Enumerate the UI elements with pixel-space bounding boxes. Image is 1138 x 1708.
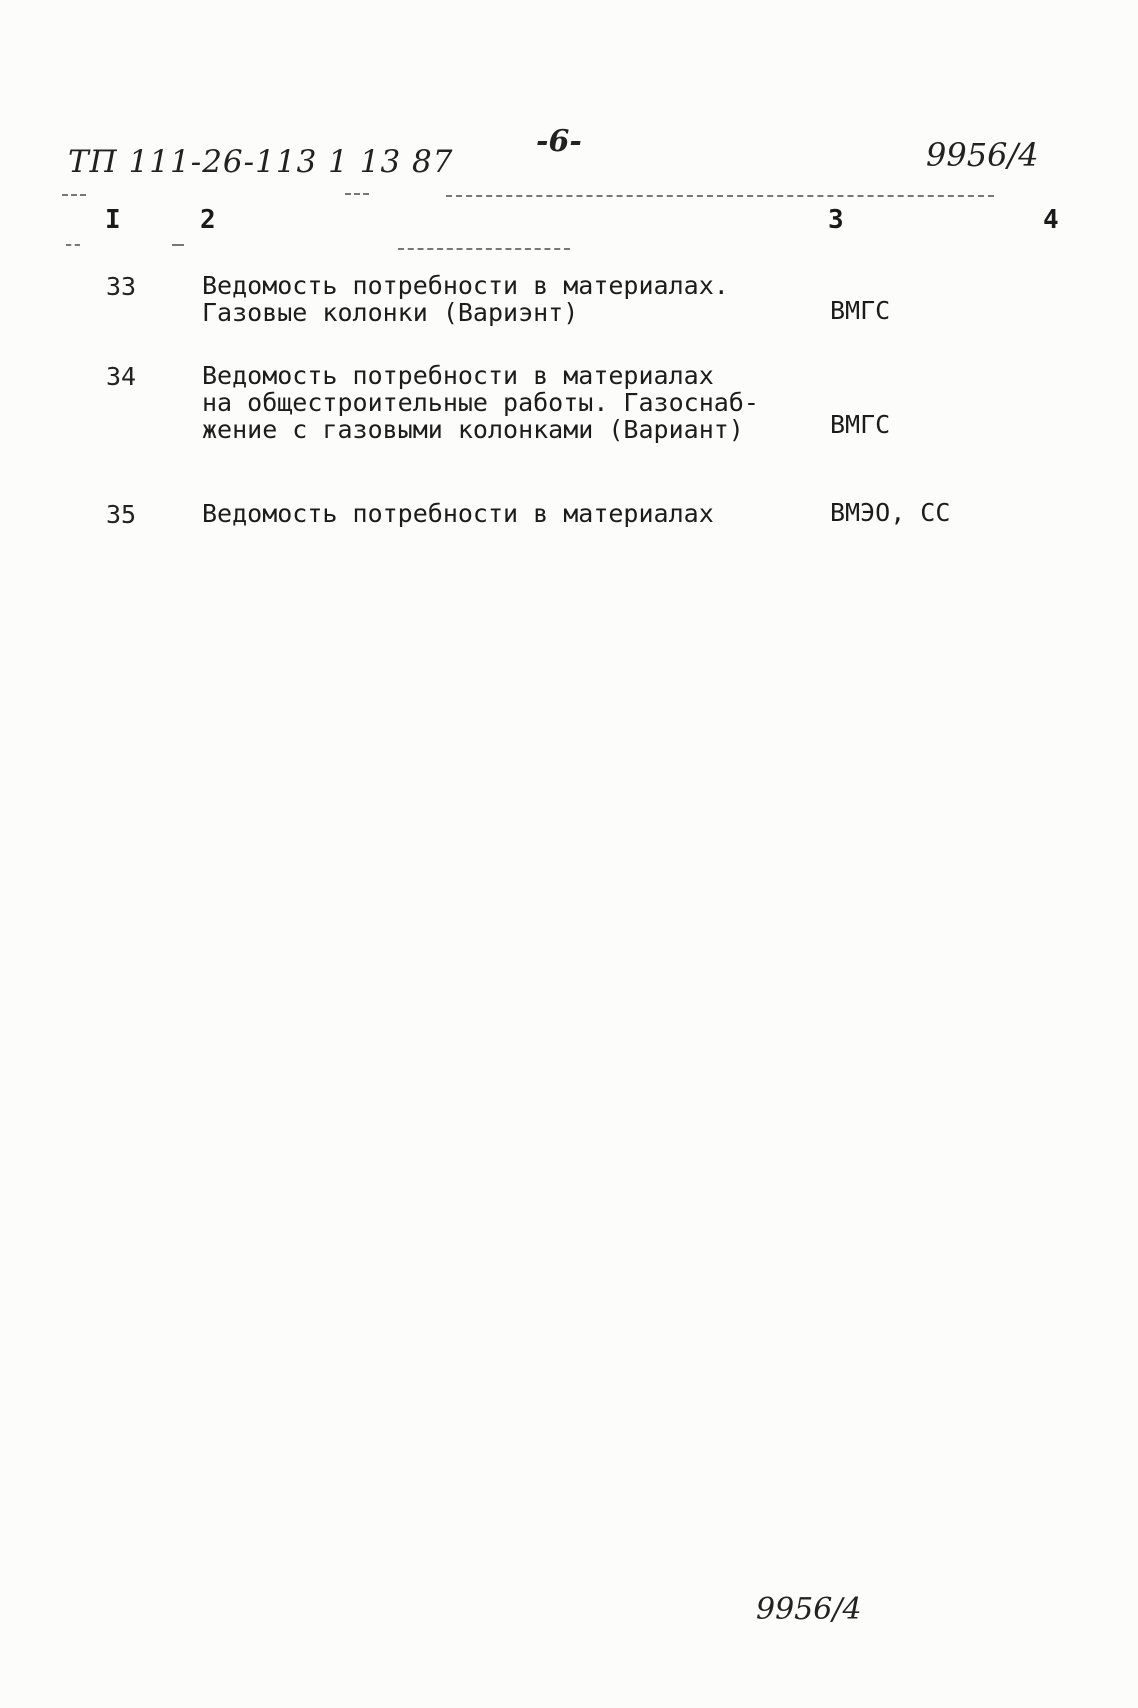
column-header-divider-left [66,244,80,246]
document-code: ТП 111-26-113 1 13 87 [68,144,454,180]
column-header-divider-right [398,248,570,250]
header-divider-left [62,194,86,196]
archive-number-top: 9956/4 [926,136,1039,174]
table-row-code: ВМГС [830,410,891,439]
table-row-number: 35 [106,500,137,529]
table-row-code: ВМЭО, СС [830,498,951,527]
page-number: -6- [536,124,582,159]
header-divider-mid [345,193,369,195]
header-divider-right [446,195,994,197]
column-header-2: 2 [200,205,216,235]
table-row-number: 34 [106,362,137,391]
table-row-code: ВМГС [830,296,891,325]
table-row-description: Ведомость потребности в материалах [202,499,714,528]
table-row-description: Ведомость потребности в материалах на общестроительные работы. Газоснаб- жение с газовыми колонками (Вариант) [202,361,759,444]
table-row-description: Ведомость потребности в материалах. Газовые колонки (Вариэнт) [202,271,729,327]
table-row-number: 33 [106,272,137,301]
column-header-divider-mid [172,244,184,246]
column-header-4: 4 [1043,205,1059,235]
column-header-1: I [105,205,121,235]
column-header-3: 3 [828,205,844,235]
archive-number-bottom: 9956/4 [756,1592,862,1627]
